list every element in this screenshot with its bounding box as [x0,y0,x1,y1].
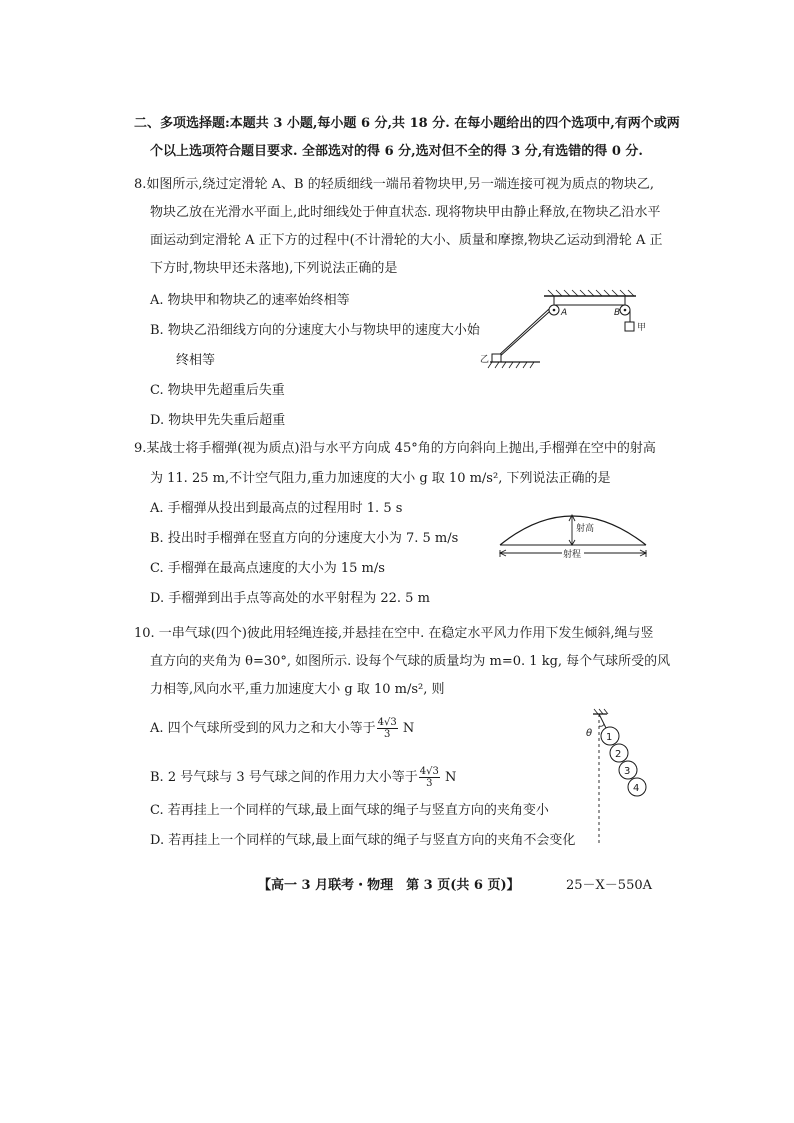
q10-option-b-unit: N [445,770,457,785]
q10-stem-line-3: 力相等,风向水平,重力加速度大小 g 取 10 m/s², 则 [150,682,445,697]
q8-stem-line-3: 面运动到定滑轮 A 正下方的过程中(不计滑轮的大小、质量和摩擦,物块乙运动到滑轮 A 正 [150,233,663,248]
q10-option-c: C. 若再挂上一个同样的气球,最上面气球的绳子与竖直方向的夹角变小 [150,803,549,818]
balloon-2-number: 2 [615,749,622,760]
balloon-3-number: 3 [624,766,631,777]
q10-option-a-fraction [377,717,398,740]
q10-option-a-text: A. 四个气球所受到的风力之和大小等于 [150,721,376,736]
q10-option-a [150,717,414,740]
label-theta: θ [586,728,593,739]
q9-option-c: C. 手榴弹在最高点速度的大小为 15 m/s [150,561,385,576]
q8-option-b-line-1: B. 物块乙沿细线方向的分速度大小与物块甲的速度大小始 [150,323,480,338]
q8-pulley-diagram [478,288,648,378]
label-pulley-b: B [614,308,621,318]
q8-option-a: A. 物块甲和物块乙的速率始终相等 [150,293,350,308]
q10-option-a-unit: N [402,721,415,736]
q10-option-b-fraction [419,766,440,789]
q10-option-d: D. 若再挂上一个同样的气球,最上面气球的绳子与竖直方向的夹角不会变化 [150,833,576,848]
label-block-jia: 甲 [637,323,647,333]
block-jia [625,322,634,331]
fraction-denominator: 3 [384,729,391,740]
label-range: 射程 [563,550,582,560]
section-heading-line-1: 二、多项选择题:本题共 3 小题,每小题 6 分,共 18 分. 在每小题给出的四个选项中,有两个或两 [134,116,680,131]
q8-option-c: C. 物块甲先超重后失重 [150,383,285,398]
q9-option-b: B. 投出时手榴弹在竖直方向的分速度大小为 7. 5 m/s [150,531,459,546]
q8-option-b-line-2: 终相等 [176,353,216,368]
q8-option-d: D. 物块甲先失重后超重 [150,413,286,428]
q9-trajectory-diagram [498,505,648,565]
exam-code: 25－X－550A [566,878,652,893]
q9-stem-line-1: 9.某战士将手榴弹(视为质点)沿与水平方向成 45°角的方向斜向上抛出,手榴弹在空中的射高 [134,441,656,456]
q10-option-b-text: B. 2 号气球与 3 号气球之间的作用力大小等于 [150,770,418,785]
label-pulley-a: A [561,308,568,318]
q8-stem-line-2: 物块乙放在光滑水平面上,此时细线处于伸直状态. 现将物块甲由静止释放,在物块乙沿水平 [150,205,661,220]
section-heading-line-2: 个以上选项符合题目要求. 全部选对的得 6 分,选对但不全的得 3 分,有选错的得 0 分. [150,144,643,159]
label-height: 射高 [576,524,595,534]
q10-stem-line-1: 10. 一串气球(四个)彼此用轻绳连接,并悬挂在空中. 在稳定水平风力作用下发生倾斜,绳与竖 [134,626,654,641]
q10-balloon-diagram [585,706,655,846]
q9-option-d: D. 手榴弹到出手点等高处的水平射程为 22. 5 m [150,591,430,606]
fraction-numerator: 4√3 [377,717,397,728]
q8-stem-line-4: 下方时,物块甲还未落地),下列说法正确的是 [150,261,398,276]
label-block-yi: 乙 [480,355,490,365]
block-yi [492,354,501,362]
balloon-1-number: 1 [606,732,613,743]
page-footer: 【高一 3 月联考・物理 第 3 页(共 6 页)】 [258,878,520,893]
q8-stem-line-1: 8.如图所示,绕过定滑轮 A、B 的轻质细线一端吊着物块甲,另一端连接可视为质点的物块乙, [134,177,655,192]
q10-stem-line-2: 直方向的夹角为 θ=30°, 如图所示. 设每个气球的质量均为 m=0. 1 kg, 每个气球所受的风 [150,654,671,669]
q9-stem-line-2: 为 11. 25 m,不计空气阻力,重力加速度的大小 g 取 10 m/s², 下列说法正确的是 [150,471,611,486]
q10-option-b [150,766,456,789]
balloon-4-number: 4 [633,783,640,794]
q9-option-a: A. 手榴弹从投出到最高点的过程用时 1. 5 s [150,501,403,516]
fraction-denominator: 3 [426,778,433,789]
fraction-numerator: 4√3 [419,766,439,777]
